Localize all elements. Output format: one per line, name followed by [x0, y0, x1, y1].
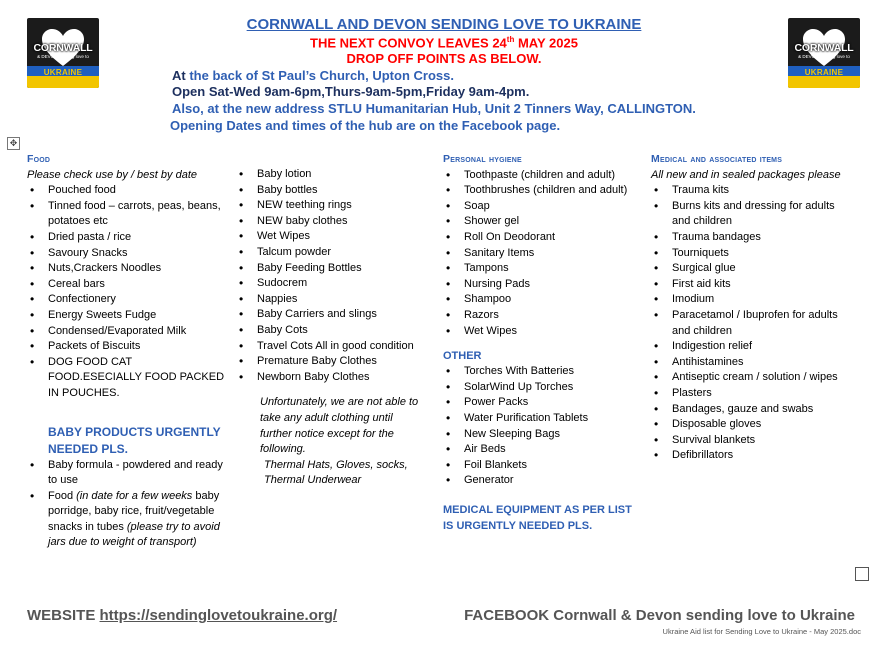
list-item: • Air Beds: [443, 442, 643, 458]
list-item: • Baby bottles: [236, 183, 436, 199]
list-item: • Wet Wipes: [236, 229, 436, 245]
opening-hours: Open Sat-Wed 9am-6pm,Thurs-9am-5pm,Friday 9am-4pm.: [172, 84, 530, 99]
list-item: • Imodium: [651, 292, 851, 308]
list-item: • Defibrillators: [651, 448, 851, 464]
list-item: • Confectionery: [27, 292, 227, 308]
list-item: • Savoury Snacks: [27, 246, 227, 262]
other-list: [443, 364, 643, 489]
medical-list: [651, 183, 851, 464]
footer-document-name: Ukraine Aid list for Sending Love to Ukraine - May 2025.doc: [662, 627, 861, 636]
list-item: • Surgical glue: [651, 261, 851, 277]
list-item: • Antihistamines: [651, 355, 851, 371]
list-item: • Indigestion relief: [651, 339, 851, 355]
list-item: • Trauma bandages: [651, 230, 851, 246]
list-item: • New Sleeping Bags: [443, 427, 643, 443]
food-heading: Food: [27, 153, 51, 165]
list-item: • Tinned food – carrots, peas, beans, potatoes etc: [27, 199, 227, 230]
list-item: • Power Packs: [443, 395, 643, 411]
list-item: • SolarWind Up Torches: [443, 380, 643, 396]
other-heading: OTHER: [443, 350, 482, 363]
list-item: • Generator: [443, 473, 643, 489]
list-item: • Shower gel: [443, 214, 643, 230]
medical-column: [651, 152, 851, 464]
thermal-note: Thermal Hats, Gloves, socks, Thermal Underwear: [264, 458, 408, 487]
list-item: • Nursing Pads: [443, 277, 643, 293]
list-item: • Nappies: [236, 292, 436, 308]
list-item: • Tourniquets: [651, 246, 851, 262]
food-column: [27, 152, 227, 551]
dropoff-heading: DROP OFF POINTS AS BELOW.: [346, 51, 542, 66]
list-item: • Sanitary Items: [443, 246, 643, 262]
clothing-note: Unfortunately, we are not able to take any adult clothing until further notice except for the following.: [260, 396, 419, 456]
list-item: • Antiseptic cream / solution / wipes: [651, 370, 851, 386]
list-item: • Talcum powder: [236, 245, 436, 261]
hub-dates-note: Opening Dates and times of the hub are on the Facebook page.: [170, 118, 561, 133]
hygiene-column: [443, 152, 643, 534]
list-item: • Shampoo: [443, 292, 643, 308]
list-item: • Baby lotion: [236, 167, 436, 183]
list-item: • Toothpaste (children and adult): [443, 168, 643, 184]
list-item: • Tampons: [443, 261, 643, 277]
list-item: • Travel Cots All in good condition: [236, 339, 436, 355]
list-item: • Energy Sweets Fudge: [27, 308, 227, 324]
list-item: • Toothbrushes (children and adult): [443, 183, 643, 199]
convoy-date: THE NEXT CONVOY LEAVES 24th MAY 2025: [310, 35, 578, 51]
list-item: • Foil Blankets: [443, 458, 643, 474]
logo-text-tagline: & DEVON sending love to: [37, 54, 89, 59]
checkbox-marker: [855, 567, 869, 581]
list-item: • First aid kits: [651, 277, 851, 293]
footer-facebook: FACEBOOK Cornwall & Devon sending love to Ukraine: [464, 607, 855, 624]
footer-website: WEBSITE https://sendinglovetoukraine.org/: [27, 607, 338, 624]
medical-urgent-note: MEDICAL EQUIPMENT AS PER LIST IS URGENTLY NEEDED PLS.: [443, 503, 632, 532]
logo-text-tagline: & DEVON sending love to: [798, 54, 850, 59]
list-item: • Water Purification Tablets: [443, 411, 643, 427]
list-item: • Torches With Batteries: [443, 364, 643, 380]
list-item: • Trauma kits: [651, 183, 851, 199]
logo-text-ukraine: UKRAINE: [804, 68, 844, 77]
list-item: • Sudocrem: [236, 276, 436, 292]
list-item: • Survival blankets: [651, 433, 851, 449]
list-item: • Burns kits and dressing for adults and children: [651, 199, 851, 230]
medical-heading: Medical and associated items: [651, 153, 783, 165]
list-item: • Packets of Biscuits: [27, 339, 227, 355]
logo-text-ukraine: UKRAINE: [43, 68, 83, 77]
list-item: • Roll On Deodorant: [443, 230, 643, 246]
baby-urgent-heading: BABY PRODUCTS URGENTLY NEEDED PLS.: [48, 424, 221, 456]
list-item: • Baby formula - powdered and ready to use: [27, 458, 227, 489]
list-item: • Plasters: [651, 386, 851, 402]
logo-text-cornwall: CORNWALL: [794, 42, 854, 54]
list-item: • Cereal bars: [27, 277, 227, 293]
website-link[interactable]: https://sendinglovetoukraine.org/: [99, 607, 338, 624]
list-item: • Premature Baby Clothes: [236, 354, 436, 370]
list-item: • NEW teething rings: [236, 198, 436, 214]
location-hub: Also, at the new address STLU Humanitarian Hub, Unit 2 Tinners Way, CALLINGTON.: [172, 101, 696, 116]
list-item: • Wet Wipes: [443, 324, 643, 340]
list-item: • Baby Carriers and slings: [236, 307, 436, 323]
list-item: • Paracetamol / Ibuprofen for adults and children: [651, 308, 851, 339]
list-item: • NEW baby clothes: [236, 214, 436, 230]
page-title: CORNWALL AND DEVON SENDING LOVE TO UKRAINE: [246, 16, 642, 33]
list-item: • Bandages, gauze and swabs: [651, 402, 851, 418]
baby-list: [236, 167, 436, 385]
table-move-handle-icon[interactable]: ✥: [7, 137, 20, 150]
food-list: [27, 183, 227, 401]
food-note: Please check use by / best by date: [27, 168, 197, 181]
list-item: • Soap: [443, 199, 643, 215]
list-item: • Baby Cots: [236, 323, 436, 339]
hygiene-list: [443, 168, 643, 340]
list-item: • Disposable gloves: [651, 417, 851, 433]
list-item: • Razors: [443, 308, 643, 324]
baby-urgent-list: [27, 458, 227, 552]
list-item: • Baby Feeding Bottles: [236, 261, 436, 277]
list-item: • Newborn Baby Clothes: [236, 370, 436, 386]
list-item: • Pouched food: [27, 183, 227, 199]
baby-column: [236, 167, 436, 489]
list-item: • Nuts,Crackers Noodles: [27, 261, 227, 277]
list-item: • DOG FOOD CAT FOOD.ESECIALLY FOOD PACKED IN POUCHES.: [27, 355, 227, 402]
list-item: • Condensed/Evaporated Milk: [27, 324, 227, 340]
list-item: • Dried pasta / rice: [27, 230, 227, 246]
hygiene-heading: Personal hygiene: [443, 153, 522, 165]
medical-note: All new and in sealed packages please: [651, 168, 841, 181]
logo-text-cornwall: CORNWALL: [33, 42, 93, 54]
location-church: At the back of St Paul’s Church, Upton Cross.: [172, 68, 454, 83]
list-item: • Food (in date for a few weeks baby porridge, baby rice, fruit/vegetable snacks in tubes (please try to avoid jars due to weight of transport): [27, 489, 227, 551]
